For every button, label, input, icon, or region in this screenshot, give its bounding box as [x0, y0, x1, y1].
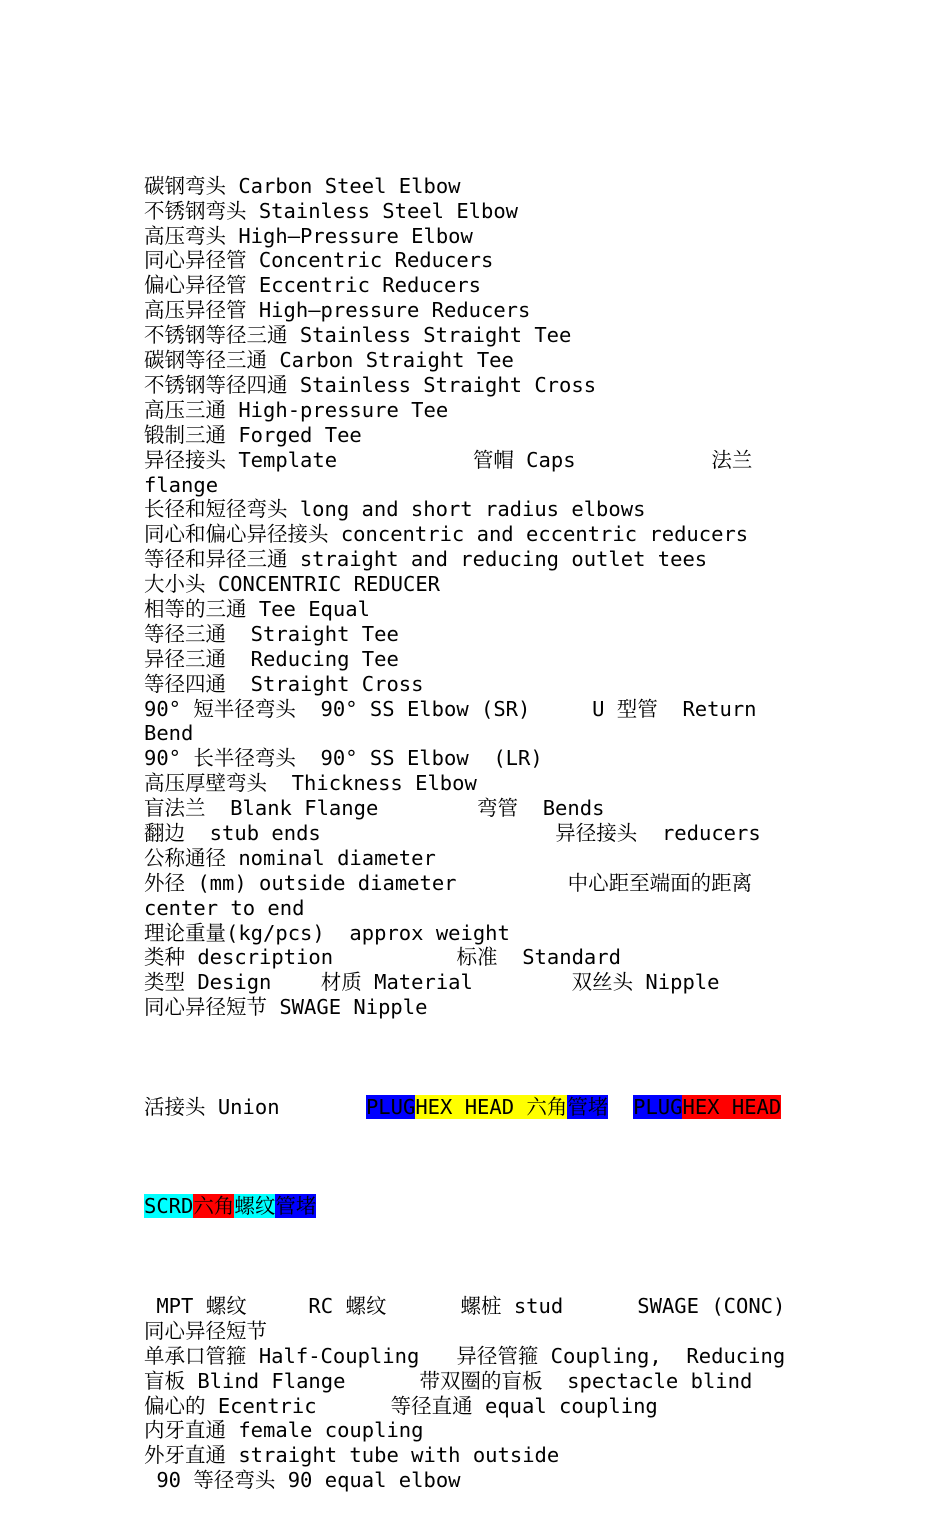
term-line: 高压异径管 High—pressure Reducers — [144, 298, 531, 323]
plug-highlight-blue: PLUG — [365, 1094, 416, 1119]
term-line: flange — [144, 472, 219, 497]
term-line: 高压弯头 High—Pressure Elbow — [144, 223, 473, 248]
term-line: 不锈钢弯头 Stainless Steel Elbow — [144, 198, 519, 223]
term-line: 公称通径 nominal diameter — [144, 845, 436, 870]
term-line: 同心和偏心异径接头 concentric and eccentric reducers — [144, 522, 749, 547]
term-line: 等径四通 Straight Cross — [144, 671, 424, 696]
term-line: 同心异径短节 — [144, 1318, 267, 1343]
term-line: MPT 螺纹 RC 螺纹 螺桩 stud SWAGE (CONC) — [144, 1294, 786, 1319]
term-line: 长径和短径弯头 long and short radius elbows — [144, 497, 646, 522]
term-line: 90° 长半径弯头 90° SS Elbow (LR) — [144, 746, 543, 771]
term-line: 盲板 Blind Flange 带双圈的盲板 spectacle blind — [144, 1368, 753, 1393]
hex-head-highlight-red: HEX HEAD — [682, 1094, 782, 1119]
term-line: 异径三通 Reducing Tee — [144, 646, 399, 671]
hex-head-highlight-yellow: HEX HEAD 六角 — [415, 1094, 568, 1119]
term-line: 类种 description 标准 Standard — [144, 945, 621, 970]
term-line: 不锈钢等径三通 Stainless Straight Tee — [144, 323, 572, 348]
union-label: 活接头 Union — [144, 1094, 366, 1119]
term-line: 内牙直通 female coupling — [144, 1418, 424, 1443]
union-gap — [608, 1095, 633, 1119]
term-line: 不锈钢等径四通 Stainless Straight Cross — [144, 372, 597, 397]
term-list — [144, 174, 804, 1020]
term-line: 锻制三通 Forged Tee — [144, 422, 362, 447]
union-line — [144, 1095, 804, 1120]
term-line: 等径三通 Straight Tee — [144, 621, 399, 646]
term-line: 碳钢等径三通 Carbon Straight Tee — [144, 348, 514, 373]
term-line: 类型 Design 材质 Material 双丝头 Nipple — [144, 970, 720, 995]
term-line: 外径 (mm) outside diameter 中心距至端面的距离 — [144, 870, 753, 895]
term-line: 翻边 stub ends 异径接头 reducers — [144, 820, 761, 845]
pipe-plug-highlight-blue-2: 管堵 — [275, 1194, 317, 1219]
term-line: 偏心异径管 Eccentric Reducers — [144, 273, 481, 298]
term-line: 偏心的 Ecentric 等径直通 equal coupling — [144, 1393, 658, 1418]
term-line: 同心异径管 Concentric Reducers — [144, 248, 494, 273]
term-line: 理论重量(kg/pcs) approx weight — [144, 920, 510, 945]
term-line: Bend — [144, 721, 194, 746]
term-line: 等径和异径三通 straight and reducing outlet tees — [144, 547, 708, 572]
hex-highlight-red: 六角 — [193, 1194, 235, 1219]
term-line: 单承口管箍 Half-Coupling 异径管箍 Coupling, Reducing — [144, 1343, 786, 1368]
term-line: 碳钢弯头 Carbon Steel Elbow — [144, 173, 461, 198]
term-line: 异径接头 Template 管帽 Caps 法兰 — [144, 447, 753, 472]
term-line: 高压厚壁弯头 Thickness Elbow — [144, 771, 477, 796]
term-list-continued — [144, 1294, 804, 1493]
term-line: 外牙直通 straight tube with outside — [144, 1443, 560, 1468]
pipe-plug-highlight-blue: 管堵 — [567, 1094, 609, 1119]
term-line: 相等的三通 Tee Equal — [144, 596, 370, 621]
scrd-highlight-cyan: SCRD — [144, 1194, 194, 1219]
term-line: 同心异径短节 SWAGE Nipple — [144, 995, 428, 1020]
scrd-line — [144, 1194, 804, 1219]
term-line: 高压三通 High-pressure Tee — [144, 397, 449, 422]
term-line: 90 等径弯头 90 equal elbow — [144, 1468, 461, 1493]
thread-highlight-cyan: 螺纹 — [234, 1194, 276, 1219]
document-body — [144, 124, 804, 1518]
term-line: center to end — [144, 895, 305, 920]
plug-highlight-blue-2: PLUG — [633, 1094, 683, 1119]
term-line: 大小头 CONCENTRIC REDUCER — [144, 572, 440, 597]
term-line: 90° 短半径弯头 90° SS Elbow (SR) U 型管 Return — [144, 696, 757, 721]
term-line: 盲法兰 Blank Flange 弯管 Bends — [144, 796, 605, 821]
